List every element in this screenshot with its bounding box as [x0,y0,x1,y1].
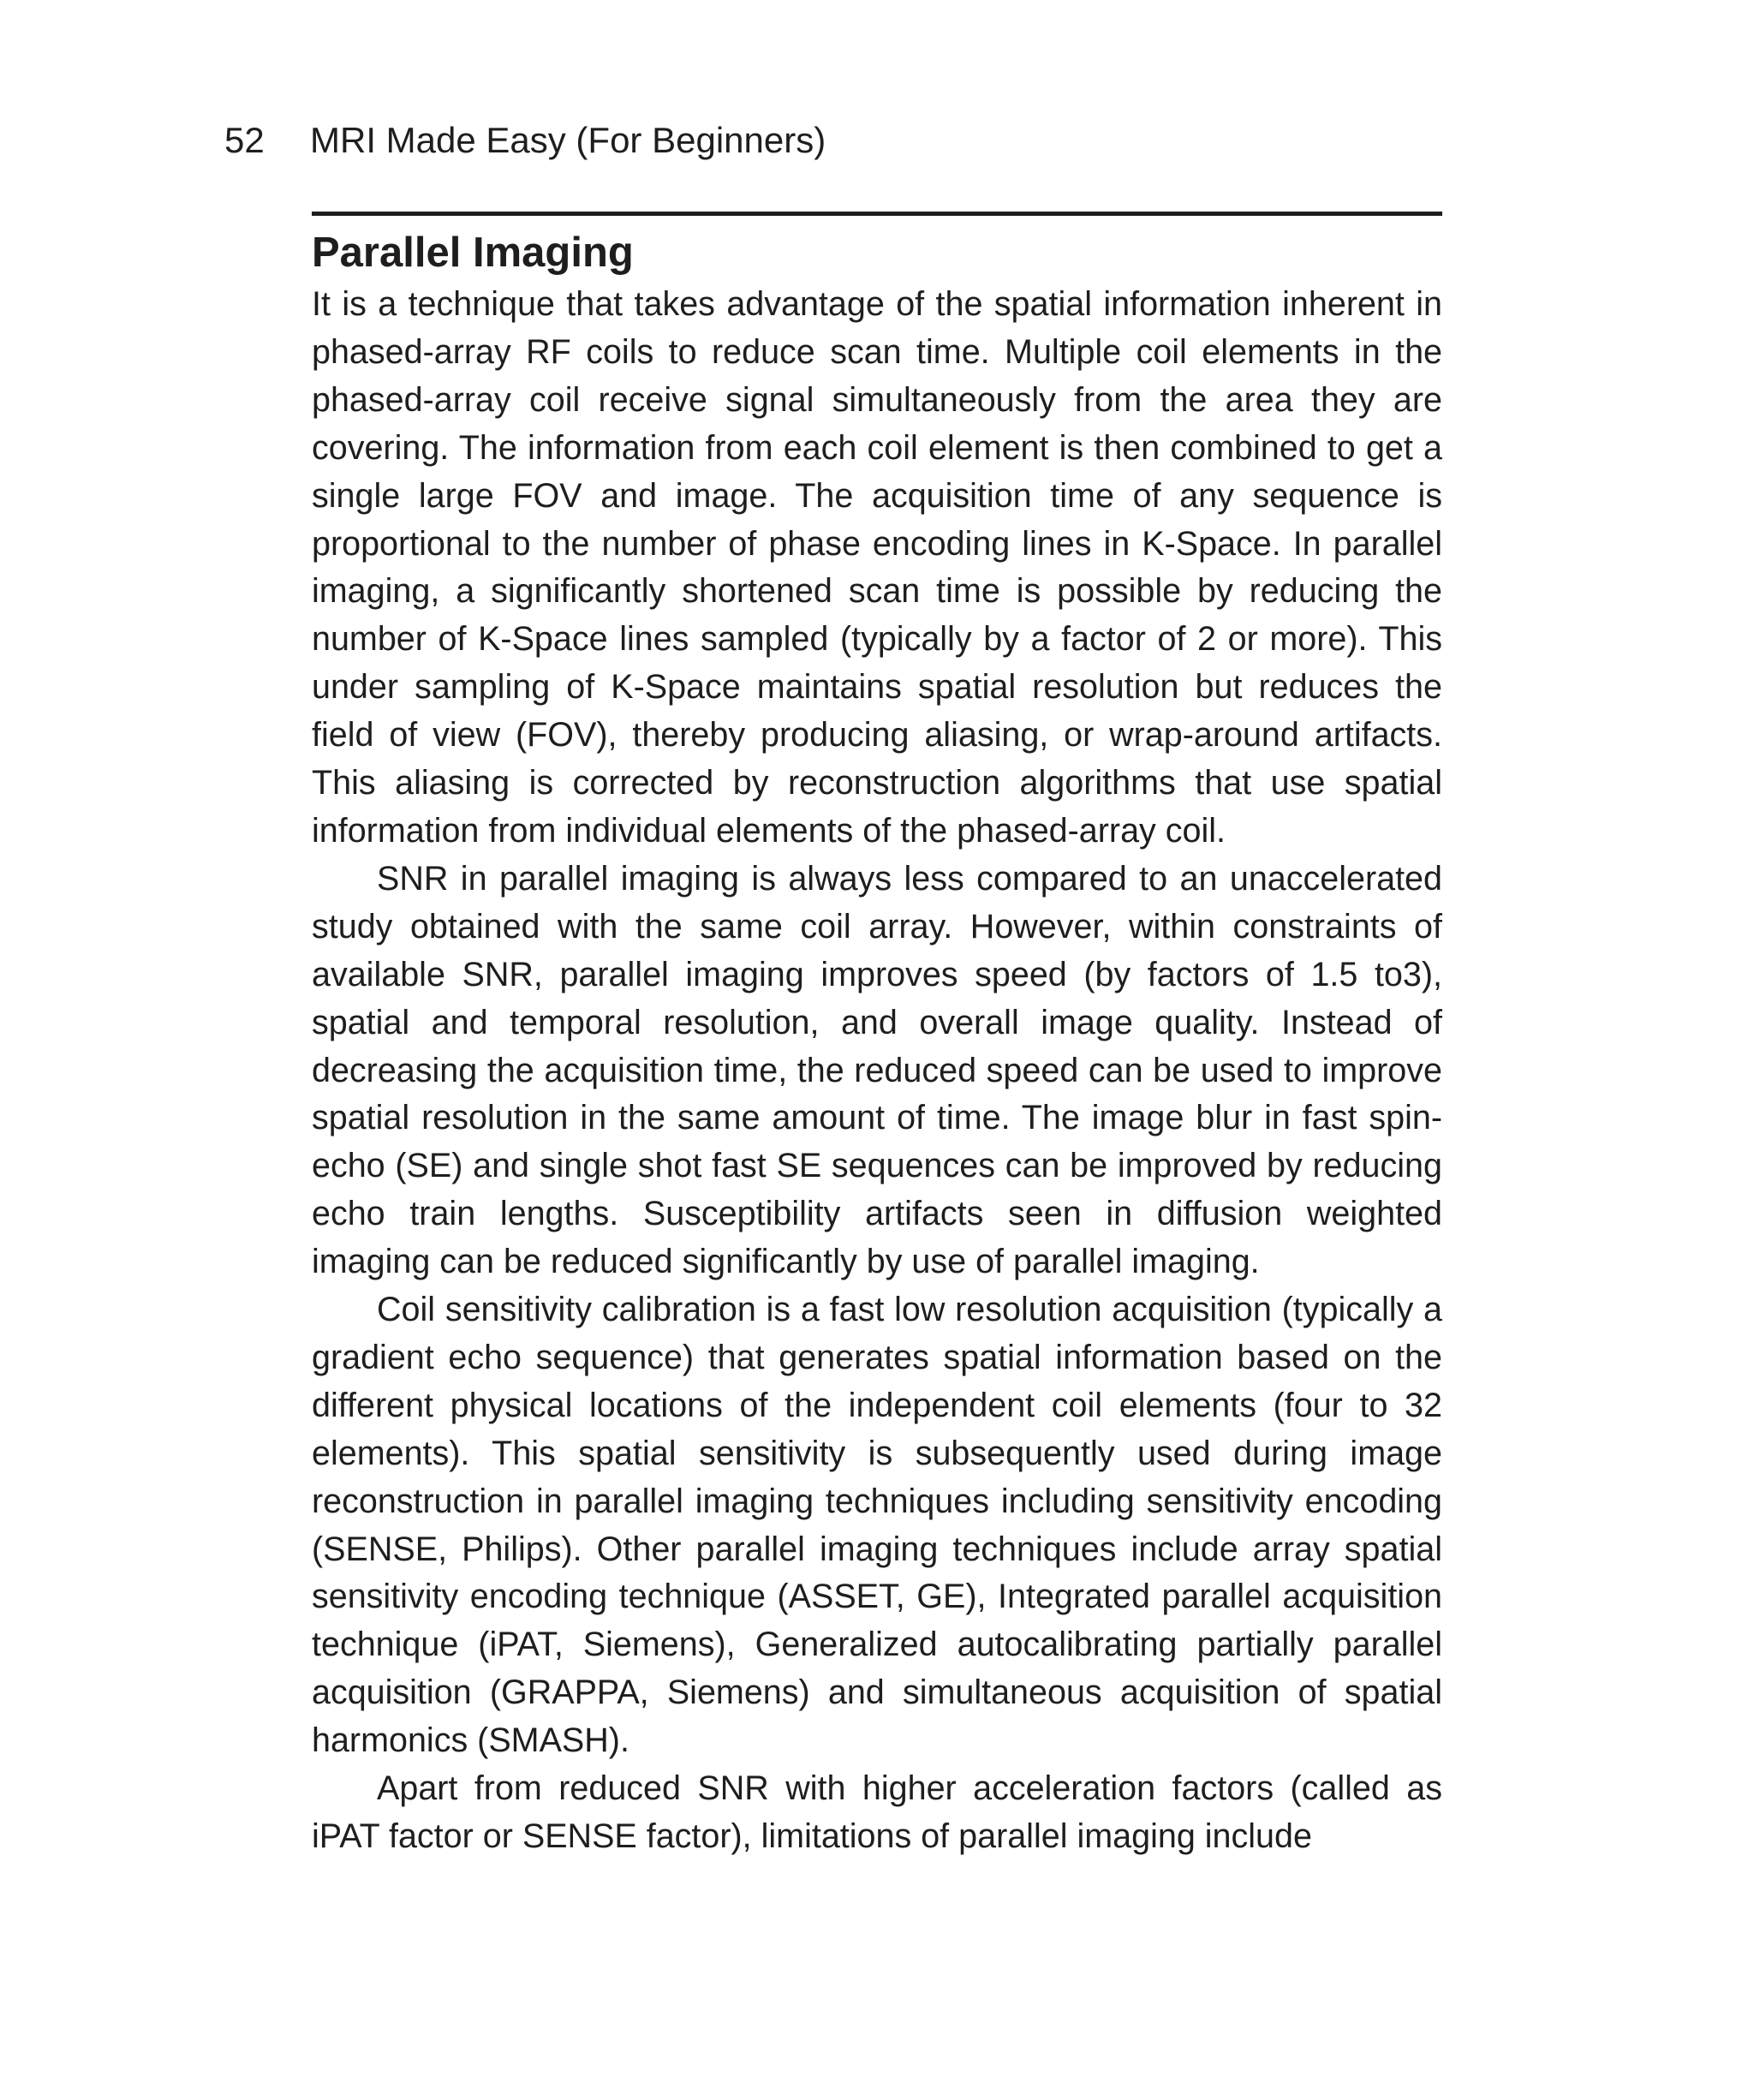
section-heading: Parallel Imaging [312,230,634,276]
page-number: 52 [224,120,265,160]
body-paragraph: SNR in parallel imaging is always less compared to an unaccelerated study obtained with the same coil array. However, within constraints of available SNR, parallel imaging improves speed (by factors of 1.5 to3), spatial and temporal resolution, and overall image quality. Instead of decreasing the acquisition time, the reduced speed can be used to improve spatial resolution in the same amount of time. The image blur in fast spin-echo (SE) and single shot fast SE sequences can be improved by reducing echo train lengths. Susceptibility artifacts seen in diffusion weighted imaging can be reduced significantly by use of parallel imaging. [312,859,1442,1281]
body-paragraph: It is a technique that takes advantage of the spatial information inherent in phased-array RF coils to reduce scan time. Multiple coil elements in the phased-array coil receive signal simultaneously from the area they are covering. The information from each coil element is then combined to get a single large FOV and image. The acquisition time of any sequence is proportional to the number of phase encoding lines in K-Space. In parallel imaging, a significantly shortened scan time is possible by reducing the number of K-Space lines sampled (typically by a factor of 2 or more). This under sampling of K-Space maintains spatial resolution but reduces the field of view (FOV), thereby producing aliasing, or wrap-around artifacts. This aliasing is corrected by reconstruction algorithms that use spatial information from individual elements of the phased-array coil. [312,285,1442,850]
section-divider [312,212,1442,216]
body-paragraph: Coil sensitivity calibration is a fast low resolution acquisition (typically a gradient echo sequence) that generates spatial information based on the different physical locations of the independent coil elements (four to 32 elements). This spatial sensitivity is subsequently used during image reconstruction in parallel imaging techniques including sensitivity encoding (SENSE, Philips). Other parallel imaging techniques include array spatial sensitivity encoding technique (ASSET, GE), Integrated parallel acquisition technique (iPAT, Siemens), Generalized autocalibrating partially parallel acquisition (GRAPPA, Siemens) and simultaneous acquisition of spatial harmonics (SMASH). [312,1291,1442,1760]
page-body [312,224,1442,1861]
book-title: MRI Made Easy (For Beginners) [310,120,826,160]
running-head [224,116,826,164]
body-paragraph: Apart from reduced SNR with higher acceleration factors (called as iPAT factor or SENSE factor), limitations of parallel imaging include [312,1769,1442,1855]
